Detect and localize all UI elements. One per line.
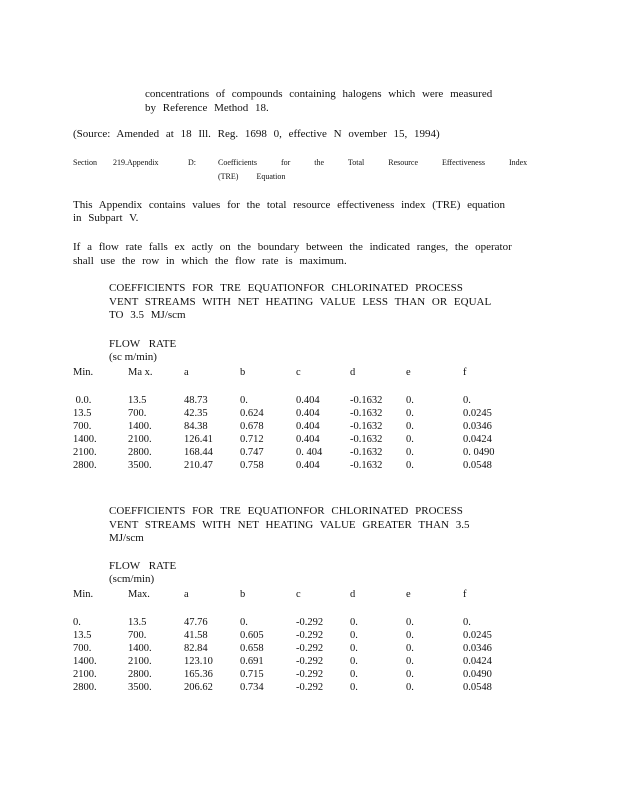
header-b: b: [240, 589, 246, 600]
cell: 0.: [350, 617, 358, 628]
cell: -0.292: [296, 617, 324, 628]
cell: 0.0424: [463, 656, 492, 667]
intro-line-1: concentrations of compounds containing halogens which were measured: [145, 88, 493, 100]
cell: 0.404: [296, 408, 320, 419]
header-b: b: [240, 367, 246, 378]
cell: 0.: [240, 395, 248, 406]
cell: 0.691: [240, 656, 264, 667]
table-row: [73, 668, 513, 681]
cell: 0.: [406, 421, 414, 432]
header-max: Ma x.: [128, 367, 153, 378]
section-title-line-2: (TRE) Equation: [218, 172, 286, 181]
cell: 0.: [350, 643, 358, 654]
cell: 41.58: [184, 630, 208, 641]
cell: 0.: [406, 447, 414, 458]
header-min: Min.: [73, 589, 94, 600]
cell: 0.0424: [463, 434, 492, 445]
cell: 168.44: [184, 447, 213, 458]
cell: 0.: [406, 408, 414, 419]
cell: 700.: [73, 643, 92, 654]
cell: 0.734: [240, 682, 264, 693]
cell: 0.658: [240, 643, 264, 654]
cell: 0.: [406, 630, 414, 641]
cell: -0.292: [296, 656, 324, 667]
cell: -0.1632: [350, 395, 383, 406]
cell: 700.: [128, 408, 147, 419]
cell: 0. 0490: [463, 447, 495, 458]
section-label: Section: [73, 158, 97, 167]
paragraph-1-line-1: This Appendix contains values for the total resource effectiveness index (TRE) equation: [73, 199, 506, 211]
cell: 0.712: [240, 434, 264, 445]
table-2-flow-rate-label: FLOW RATE: [109, 560, 177, 572]
table-1-flow-rate-label: FLOW RATE: [109, 338, 177, 350]
cell: -0.292: [296, 669, 324, 680]
cell: 0.715: [240, 669, 264, 680]
header-c: c: [296, 589, 301, 600]
cell: 13.5: [128, 617, 147, 628]
table-2-title-line-1: COEFFICIENTS FOR TRE EQUATIONFOR CHLORINATED PROCESS: [109, 505, 463, 517]
table-2-unit: (scm/min): [109, 573, 155, 585]
cell: -0.292: [296, 630, 324, 641]
cell: 2800.: [73, 460, 97, 471]
header-f: f: [463, 589, 467, 600]
table-1-title-line-3: TO 3.5 MJ/scm: [109, 309, 186, 321]
paragraph-2-line-2: shall use the row in which the flow rate is maximum.: [73, 255, 347, 267]
cell: 206.62: [184, 682, 213, 693]
table-row: [73, 459, 513, 472]
cell: 1400.: [128, 643, 152, 654]
cell: 123.10: [184, 656, 213, 667]
cell: 0.: [406, 460, 414, 471]
cell: 0.0490: [463, 669, 492, 680]
cell: -0.1632: [350, 408, 383, 419]
cell: 2100.: [128, 434, 152, 445]
intro-line-2: by Reference Method 18.: [145, 102, 269, 114]
cell: 82.84: [184, 643, 208, 654]
header-f: f: [463, 367, 467, 378]
table-1-header-row: [73, 366, 513, 379]
cell: 700.: [128, 630, 147, 641]
cell: 0.: [463, 617, 471, 628]
cell: 3500.: [128, 460, 152, 471]
cell: 0.0245: [463, 408, 492, 419]
cell: 0.758: [240, 460, 264, 471]
cell: 700.: [73, 421, 92, 432]
header-a: a: [184, 589, 189, 600]
table-row: [73, 446, 513, 459]
cell: -0.292: [296, 643, 324, 654]
cell: 0.: [406, 395, 414, 406]
paragraph-1-line-2: in Subpart V.: [73, 212, 139, 224]
section-title-line-1: Coefficients for the Total Resource Effectiveness Index: [218, 158, 528, 167]
cell: -0.1632: [350, 421, 383, 432]
cell: 48.73: [184, 395, 208, 406]
header-min: Min.: [73, 367, 94, 378]
cell: 0.404: [296, 460, 320, 471]
cell: 1400.: [73, 434, 97, 445]
section-number: 219.Appendix: [113, 158, 159, 167]
cell: 0.747: [240, 447, 264, 458]
table-row: [73, 420, 513, 433]
cell: 13.5: [73, 630, 92, 641]
cell: 13.5: [128, 395, 147, 406]
cell: 0.0245: [463, 630, 492, 641]
cell: 0.605: [240, 630, 264, 641]
table-2-title-line-3: MJ/scm: [109, 532, 144, 544]
cell: 2800.: [128, 669, 152, 680]
cell: 2800.: [128, 447, 152, 458]
cell: 0.: [406, 669, 414, 680]
cell: 0.: [406, 434, 414, 445]
cell: 0.404: [296, 421, 320, 432]
cell: 0.404: [296, 434, 320, 445]
cell: 0.: [240, 617, 248, 628]
cell: -0.292: [296, 682, 324, 693]
cell: 1400.: [128, 421, 152, 432]
table-2-title-line-2: VENT STREAMS WITH NET HEATING VALUE GREATER THAN 3.5: [109, 519, 470, 531]
header-e: e: [406, 589, 411, 600]
cell: -0.1632: [350, 447, 383, 458]
cell: 0.: [406, 682, 414, 693]
cell: 13.5: [73, 408, 92, 419]
table-row: [73, 407, 513, 420]
cell: 42.35: [184, 408, 208, 419]
table-1-unit: (sc m/min): [109, 351, 157, 363]
table-row: [73, 616, 513, 629]
cell: -0.1632: [350, 434, 383, 445]
cell: 2100.: [73, 669, 97, 680]
header-d: d: [350, 367, 356, 378]
cell: 0.: [73, 617, 81, 628]
cell: 0.0346: [463, 421, 492, 432]
cell: 1400.: [73, 656, 97, 667]
cell: 0.: [350, 669, 358, 680]
cell: 2100.: [73, 447, 97, 458]
cell: 210.47: [184, 460, 213, 471]
cell: 0.624: [240, 408, 264, 419]
cell: 0.: [350, 682, 358, 693]
cell: 0.0.: [73, 395, 92, 406]
cell: 0.0346: [463, 643, 492, 654]
cell: 0.0548: [463, 682, 492, 693]
header-e: e: [406, 367, 411, 378]
table-row: [73, 655, 513, 668]
table-2: [73, 588, 513, 694]
table-row: [73, 394, 513, 407]
cell: -0.1632: [350, 460, 383, 471]
table-row: [73, 433, 513, 446]
header-d: d: [350, 589, 356, 600]
cell: 165.36: [184, 669, 213, 680]
cell: 47.76: [184, 617, 208, 628]
cell: 0.: [350, 630, 358, 641]
cell: 2800.: [73, 682, 97, 693]
table-1: [73, 366, 513, 472]
cell: 0. 404: [296, 447, 323, 458]
header-max: Max.: [128, 589, 150, 600]
cell: 0.678: [240, 421, 264, 432]
source-note: (Source: Amended at 18 Ill. Reg. 1698 0, effective N ovember 15, 1994): [73, 128, 440, 140]
table-row: [73, 681, 513, 694]
cell: 3500.: [128, 682, 152, 693]
cell: 0.: [406, 643, 414, 654]
table-row: [73, 642, 513, 655]
cell: 84.38: [184, 421, 208, 432]
table-1-title-line-2: VENT STREAMS WITH NET HEATING VALUE LESS THAN OR EQUAL: [109, 296, 492, 308]
cell: 2100.: [128, 656, 152, 667]
table-row: [73, 629, 513, 642]
section-letter: D:: [188, 158, 196, 167]
cell: 0.0548: [463, 460, 492, 471]
header-a: a: [184, 367, 189, 378]
cell: 126.41: [184, 434, 213, 445]
cell: 0.404: [296, 395, 320, 406]
table-2-header-row: [73, 588, 513, 601]
header-c: c: [296, 367, 301, 378]
cell: 0.: [463, 395, 471, 406]
table-1-title-line-1: COEFFICIENTS FOR TRE EQUATIONFOR CHLORINATED PROCESS: [109, 282, 463, 294]
cell: 0.: [350, 656, 358, 667]
paragraph-2-line-1: If a flow rate falls ex actly on the boundary between the indicated ranges, the operator: [73, 241, 512, 253]
cell: 0.: [406, 617, 414, 628]
cell: 0.: [406, 656, 414, 667]
